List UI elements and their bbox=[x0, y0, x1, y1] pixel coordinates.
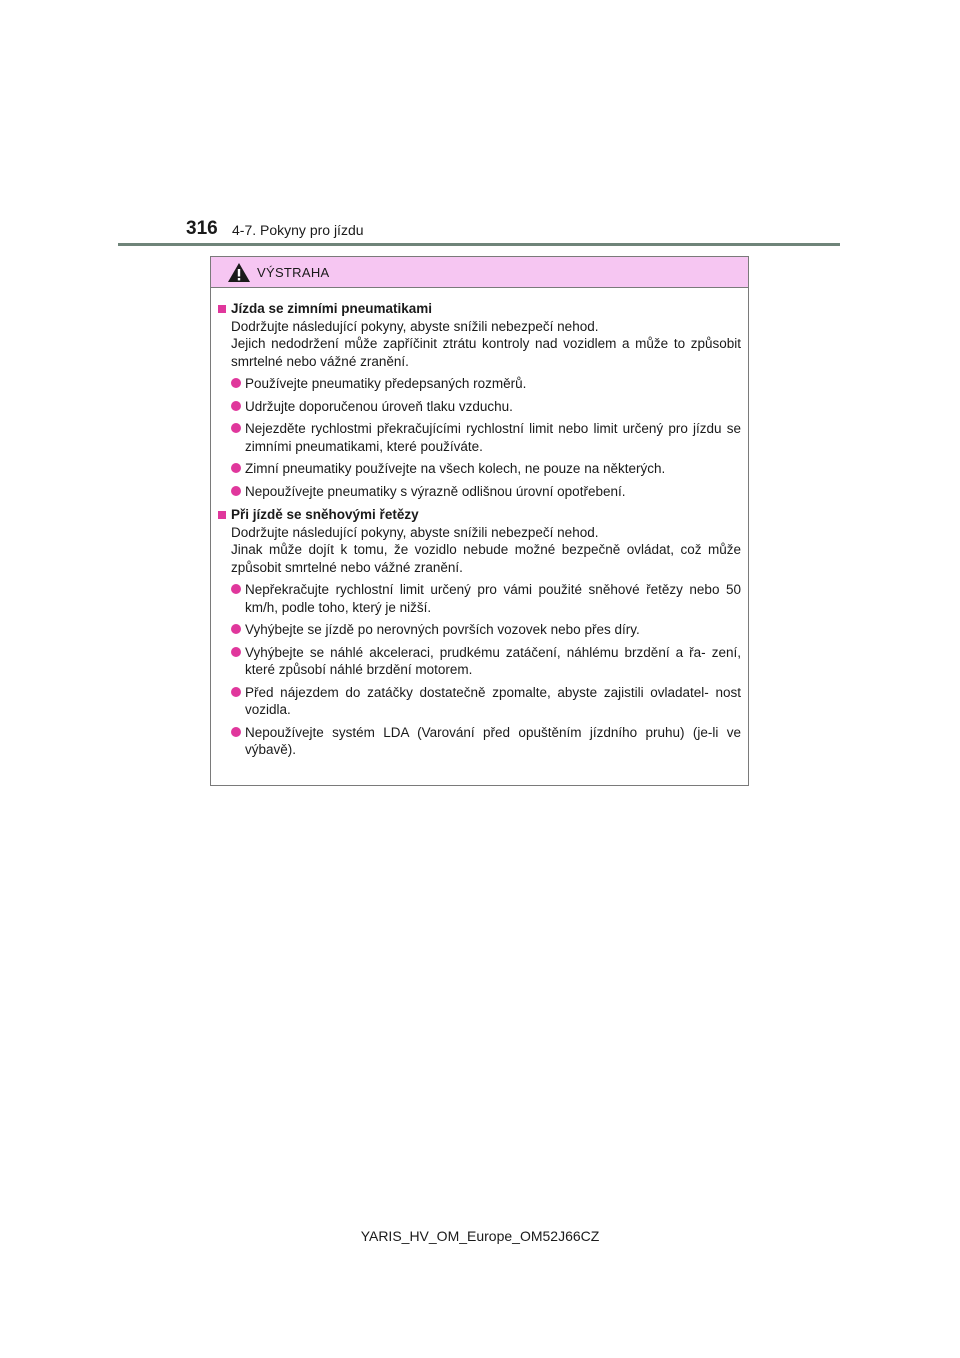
list-item bbox=[218, 621, 741, 639]
intro-line: Jejich nedodržení může zapříčinit ztrátu kontroly nad vozidlem a může to způsobit smrtelné nebo vážné zranění. bbox=[231, 336, 741, 369]
round-bullet-icon bbox=[231, 463, 241, 473]
section-heading bbox=[218, 506, 741, 524]
page-header bbox=[0, 0, 960, 250]
round-bullet-icon bbox=[231, 401, 241, 411]
header-divider bbox=[118, 243, 840, 246]
section-heading-text: Jízda se zimními pneumatikami bbox=[231, 301, 433, 316]
round-bullet-icon bbox=[231, 727, 241, 737]
list-item-text: Zimní pneumatiky používejte na všech kolech, ne pouze na některých. bbox=[245, 461, 666, 476]
intro-line: Dodržujte následující pokyny, abyste snížili nebezpečí nehod. bbox=[231, 318, 599, 334]
round-bullet-icon bbox=[231, 687, 241, 697]
square-bullet-icon bbox=[218, 305, 226, 313]
intro-line: Dodržujte následující pokyny, abyste snížili nebezpečí nehod. bbox=[231, 524, 599, 540]
round-bullet-icon bbox=[231, 423, 241, 433]
list-item-text: Vyhýbejte se jízdě po nerovných površích vozovek nebo přes díry. bbox=[245, 622, 640, 637]
list-item-text: Nepoužívejte systém LDA (Varování před opuštěním jízdního pruhu) (je-li ve výbavě). bbox=[245, 724, 741, 757]
list-item bbox=[218, 375, 741, 393]
list-item bbox=[218, 483, 741, 501]
list-item-text: Používejte pneumatiky předepsaných rozměrů. bbox=[245, 376, 527, 391]
warning-section bbox=[218, 506, 741, 759]
round-bullet-icon bbox=[231, 486, 241, 496]
warning-header bbox=[211, 257, 748, 288]
section-title: 4-7. Pokyny pro jízdu bbox=[232, 222, 364, 238]
list-item bbox=[218, 460, 741, 478]
round-bullet-icon bbox=[231, 378, 241, 388]
section-heading-text: Při jízdě se sněhovými řetězy bbox=[231, 507, 419, 522]
list-item bbox=[218, 724, 741, 759]
warning-section bbox=[218, 300, 741, 500]
list-item-text: Udržujte doporučenou úroveň tlaku vzduchu. bbox=[245, 398, 513, 414]
list-item-text: Vyhýbejte se náhlé akceleraci, prudkému zatáčení, náhlému brzdění a řa- zení, které způsobí náhlé brzdění motorem. bbox=[245, 644, 741, 677]
warning-label: VÝSTRAHA bbox=[257, 264, 330, 280]
list-item bbox=[218, 581, 741, 616]
list-item bbox=[218, 644, 741, 679]
list-item bbox=[218, 420, 741, 455]
warning-box bbox=[210, 256, 749, 786]
square-bullet-icon bbox=[218, 511, 226, 519]
list-item-text: Nepoužívejte pneumatiky s výrazně odlišnou úrovní opotřebení. bbox=[245, 483, 626, 499]
section-heading bbox=[218, 300, 741, 318]
round-bullet-icon bbox=[231, 584, 241, 594]
document-code: YARIS_HV_OM_Europe_OM52J66CZ bbox=[360, 1228, 600, 1244]
warning-body bbox=[211, 288, 748, 759]
intro-line: Jinak může dojít k tomu, že vozidlo nebude možné bezpečně ovládat, což může způsobit smrtelné nebo vážné zranění. bbox=[231, 542, 741, 575]
page-number: 316 bbox=[186, 218, 218, 239]
warning-triangle-icon bbox=[227, 262, 251, 283]
round-bullet-icon bbox=[231, 624, 241, 634]
list-item-text: Nejezděte rychlostmi překračujícími rychlostní limit nebo limit určený pro jízdu se zimními pneumatikami, které používáte. bbox=[245, 421, 741, 454]
list-item-text: Nepřekračujte rychlostní limit určený pro vámi použité sněhové řetězy nebo 50 km/h, podle toho, který je nižší. bbox=[245, 582, 741, 615]
list-item-text: Před nájezdem do zatáčky dostatečně zpomalte, abyste zajistili ovladatel- nost vozidla. bbox=[245, 684, 741, 717]
list-item bbox=[218, 684, 741, 719]
list-item bbox=[218, 398, 741, 416]
round-bullet-icon bbox=[231, 647, 241, 657]
